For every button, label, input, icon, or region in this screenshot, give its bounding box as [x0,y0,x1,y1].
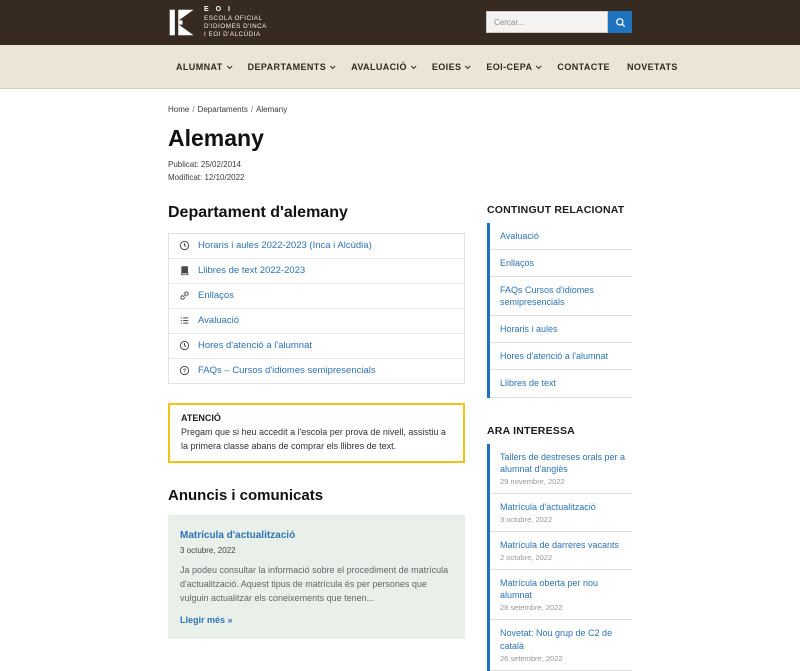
related-item[interactable] [490,316,632,343]
link-row-hores[interactable] [169,334,464,359]
announcement-date: 3 octubre, 2022 [180,546,236,556]
related-item[interactable] [490,250,632,277]
interest-item[interactable] [490,620,632,670]
nav-item-contacte[interactable] [557,62,610,72]
nav-label: CONTACTE [557,61,610,72]
interest-date: 3 octubre, 2022 [500,515,553,524]
site-logo[interactable] [168,6,267,40]
interest-date: 2 octubre, 2022 [500,553,553,563]
link-row-avaluacio[interactable] [169,309,464,334]
link-hores[interactable]: Hores d'atenció a l'alumnat [198,340,312,352]
interest-date: 29 novembre, 2022 [500,476,565,486]
logo-line-2: D'IDIOMES D'INCA [204,22,267,30]
nav-item-novetats[interactable] [627,62,678,72]
interest-date: 28 setembre, 2022 [500,603,563,613]
search-input[interactable] [486,11,608,33]
question-circle-icon [179,365,190,376]
chevron-down-icon [536,63,542,69]
link-row-faqs[interactable] [169,359,464,383]
announcements-title: Anuncis i comunicats [168,487,324,505]
now-interesting-title: ARA INTERESSA [487,424,575,437]
related-link-faqs[interactable]: FAQs Cursos d'idiomes semipresencials [500,284,594,308]
breadcrumb-current: Alemany [256,105,288,114]
interest-link-c2-catala[interactable]: Novetat: Nou grup de C2 de català [500,628,613,651]
main-column [168,204,465,640]
link-avaluacio[interactable]: Avaluació [198,315,240,327]
clock-icon [179,340,190,351]
attention-notice [168,403,465,464]
related-item[interactable] [490,277,632,316]
nav-item-eoi-cepa[interactable] [486,62,540,72]
nav-item-alumnat[interactable] [176,62,231,72]
department-link-list [168,233,465,384]
announcement-link[interactable]: Matrícula d'actualització [180,530,296,542]
related-item[interactable] [490,343,632,370]
read-more-link[interactable]: Llegir més » [180,615,233,626]
interest-link-actualitzacio[interactable]: Matrícula d'actualització [500,501,596,512]
clock-icon [179,240,190,251]
chevron-down-icon [227,63,233,69]
link-faqs[interactable]: FAQs – Cursos d'idiomes semipresencials [198,365,376,377]
logo-line-3: I EOI D'ALCÚDIA [204,31,261,39]
nav-label: ALUMNAT [176,61,223,72]
section-title: Departament d'alemany [168,203,348,221]
link-icon [179,290,190,301]
search-button[interactable] [608,11,632,33]
logo-acronym: E O I [204,5,233,13]
nav-label: AVALUACIÓ [351,61,407,72]
eoi-logo-icon [168,8,197,37]
svg-text:?: ? [182,368,187,375]
page-title: Alemany [168,125,264,151]
nav-item-eoies[interactable] [432,62,470,72]
search-box [486,11,632,33]
related-link-hores[interactable]: Hores d'atenció a l'alumnat [500,351,608,362]
nav-label: NOVETATS [626,61,678,72]
interest-item[interactable] [490,444,632,494]
chevron-down-icon [330,63,336,69]
interest-item[interactable] [490,532,632,570]
related-content-title: CONTINGUT RELACIONAT [487,203,625,216]
nav-item-avaluacio[interactable] [351,62,415,72]
announcement-excerpt: Ja podeu consultar la informació sobre el procediment de matrícula d'actualització. Aquest tipus de matrícula és per persones que vulguin actualitzar els coneixements que tenen... [180,565,449,604]
announcement-card [168,515,465,639]
related-link-llibres[interactable]: Llibres de text [500,378,557,389]
chevron-down-icon [411,63,417,69]
link-row-llibres[interactable] [169,259,464,284]
breadcrumb [168,89,632,114]
search-icon [615,17,626,28]
interest-date: 26 setembre, 2022 [500,653,563,663]
modified-date: Modificat: 12/10/2022 [168,172,245,182]
breadcrumb-separator: / [192,105,195,114]
logo-text [204,6,267,40]
page-meta [168,159,632,185]
link-horaris[interactable]: Horaris i aules 2022-2023 (Inca i Alcúdia) [198,240,372,252]
interest-link-tallers[interactable]: Tallers de destreses orals per a alumnat d'anglès [500,451,626,474]
related-link-avaluacio[interactable]: Avaluació [500,230,539,241]
link-llibres[interactable]: Llibres de text 2022-2023 [198,265,306,277]
link-enllacos[interactable]: Enllaços [198,290,234,302]
interest-link-vacants[interactable]: Matrícula de darreres vacants [500,540,620,550]
logo-line-1: ESCOLA OFICIAL [204,14,263,22]
breadcrumb-separator: / [250,105,254,114]
related-item[interactable] [490,370,632,397]
published-date: Publicat: 25/02/2014 [168,160,241,169]
related-link-horaris[interactable]: Horaris i aules [500,324,558,335]
breadcrumb-home[interactable]: Home [168,105,190,114]
main-nav [0,45,800,89]
link-row-horaris[interactable] [169,234,464,259]
now-interesting-block [487,425,632,671]
list-icon [179,315,190,326]
interest-item[interactable] [490,570,632,620]
related-item[interactable] [490,223,632,250]
book-icon [179,265,190,276]
related-link-enllacos[interactable]: Enllaços [500,257,535,268]
notice-text: Pregam que si heu accedit a l'escola per prova de nivell, assistiu a la primera classe abans de comprar els llibres de text. [181,426,446,451]
chevron-down-icon [465,63,471,69]
site-header [0,0,800,45]
nav-label: DEPARTAMENTS [247,61,327,72]
related-content-list [487,223,632,398]
notice-title: ATENCIÓ [181,412,221,423]
nav-label: EOI-CEPA [486,61,533,72]
interest-link-oberta[interactable]: Matrícula oberta per nou alumnat [500,578,599,601]
nav-item-departaments[interactable] [248,62,334,72]
sidebar [487,204,632,671]
breadcrumb-departaments[interactable]: Departaments [197,105,248,114]
related-content-block [487,204,632,398]
interest-item[interactable] [490,494,632,532]
now-interesting-list [487,444,632,671]
link-row-enllacos[interactable] [169,284,464,309]
nav-label: EOIES [431,61,462,72]
